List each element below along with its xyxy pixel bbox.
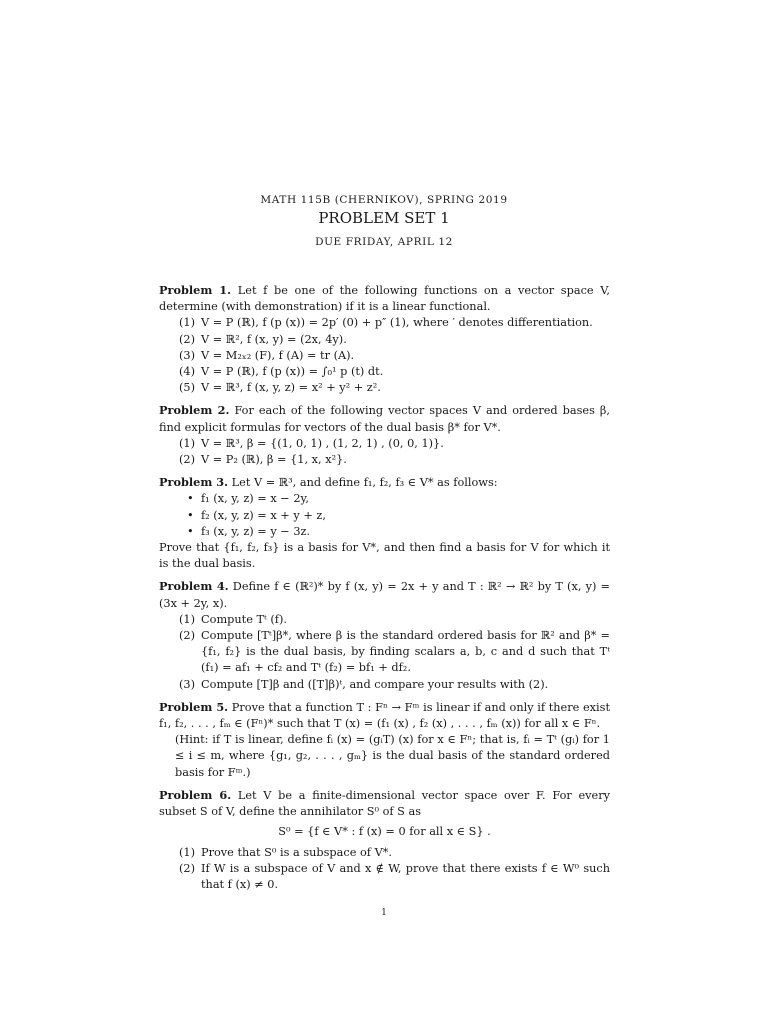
problem-title: Problem 5. (159, 699, 229, 714)
problem-1 (159, 282, 610, 396)
item-list (159, 315, 610, 396)
problem-title: Problem 3. (159, 475, 229, 490)
problem-intro: For each of the following vector spaces V and ordered bases β, find explicit formulas for vectors of the dual basis β* for V*. (159, 404, 610, 434)
list-item: • f₁ (x, y, z) = x − 2y, (187, 492, 310, 506)
list-item: (2) V = ℝ², f (x, y) = (2x, 4y). (179, 332, 347, 346)
list-item: (3) Compute [T]β and ([T]β)ᵗ, and compare your results with (2). (179, 677, 549, 691)
problem-set-title: PROBLEM SET 1 (318, 209, 450, 227)
problem-list (159, 282, 610, 899)
list-item: (1) Compute Tᵗ (f). (179, 612, 287, 626)
problem-title: Problem 1. (159, 283, 232, 297)
problem-5 (159, 699, 610, 781)
problem-intro: Let V = ℝ³, and define f₁, f₂, f₃ ∈ V* as follows: (231, 476, 498, 490)
problem-intro: Prove that a function T : Fⁿ → Fᵐ is linear if and only if there exist f₁, f₂, . . . , fₘ ∈ (Fⁿ)* such that T (x) = (f₁ (x) , f₂ (x) , . . . , fₘ (x)) for all x ∈ Fⁿ. (159, 700, 611, 731)
problem-title: Problem 6. (159, 787, 232, 802)
list-item: (2) Compute [Tᵗ]β*, where β is the standard ordered basis for ℝ² and β* = {f₁, f₂} is the dual basis, by finding scalars a, b, c and d such that Tᵗ (f₁) = af₁ + cf₂ and Tᵗ (f₂) = bf₁ + df₂. (179, 629, 610, 675)
list-item: (1) V = ℝ³, β = {(1, 0, 1) , (1, 2, 1) , (0, 0, 1)}. (179, 436, 444, 450)
display-equation: S⁰ = {f ∈ V* : f (x) = 0 for all x ∈ S} . (278, 825, 491, 839)
list-item: (2) V = P₂ (ℝ), β = {1, x, x²}. (179, 453, 347, 467)
list-item: (3) V = M₂ₓ₂ (F), f (A) = tr (A). (179, 348, 355, 362)
list-item: (5) V = ℝ³, f (x, y, z) = x² + y² + z². (179, 381, 381, 395)
problem-intro: Define f ∈ (ℝ²)* by f (x, y) = 2x + y and T : ℝ² → ℝ² by T (x, y) = (3x + 2y, x). (159, 580, 611, 610)
problem-2 (159, 402, 610, 468)
list-item: (1) Prove that S⁰ is a subspace of V*. (179, 845, 392, 859)
due-date: DUE FRIDAY, APRIL 12 (315, 236, 453, 248)
problem-3 (159, 474, 610, 572)
problem-4 (159, 578, 610, 692)
list-item: (4) V = P (ℝ), f (p (x)) = ∫₀¹ p (t) dt. (179, 365, 384, 379)
list-item: • f₂ (x, y, z) = x + y + z, (187, 508, 326, 522)
item-list (159, 612, 610, 693)
list-item: (1) V = P (ℝ), f (p (x)) = 2p′ (0) + p″ (1), where ′ denotes differentiation. (179, 316, 593, 330)
item-list (159, 845, 610, 894)
problem-intro: Let V be a finite-dimensional vector space over F. For every subset S of V, define the annihilator S⁰ of S as (159, 788, 611, 819)
problem-6 (159, 787, 610, 893)
problem-title: Problem 2. (159, 403, 230, 418)
problem-hint: (Hint: if T is linear, define fᵢ (x) = (gᵢT) (x) for x ∈ Fⁿ; that is, fᵢ = Tᵗ (gᵢ) for 1 ≤ i ≤ m, where {g₁, g₂, . . . , gₘ} is the dual basis of the standard ordered basis for Fᵐ.) (175, 733, 610, 779)
item-list (159, 436, 610, 468)
problem-intro: Let f be one of the following functions on a vector space V, determine (with demonstration) if it is a linear functional. (159, 284, 611, 314)
document-header (0, 193, 768, 249)
list-item: (2) If W is a subspace of V and x ∉ W, prove that there exists f ∈ W⁰ such that f (x) ≠ 0. (179, 861, 610, 891)
problem-title: Problem 4. (159, 579, 229, 594)
problem-outro: Prove that {f₁, f₂, f₃} is a basis for V*, and then find a basis for V for which it is the dual basis. (159, 541, 610, 571)
list-item: • f₃ (x, y, z) = y − 3z. (187, 524, 311, 538)
bullet-list (159, 491, 610, 540)
page-number: 1 (381, 908, 387, 918)
course-line: MATH 115B (CHERNIKOV), SPRING 2019 (260, 194, 508, 206)
